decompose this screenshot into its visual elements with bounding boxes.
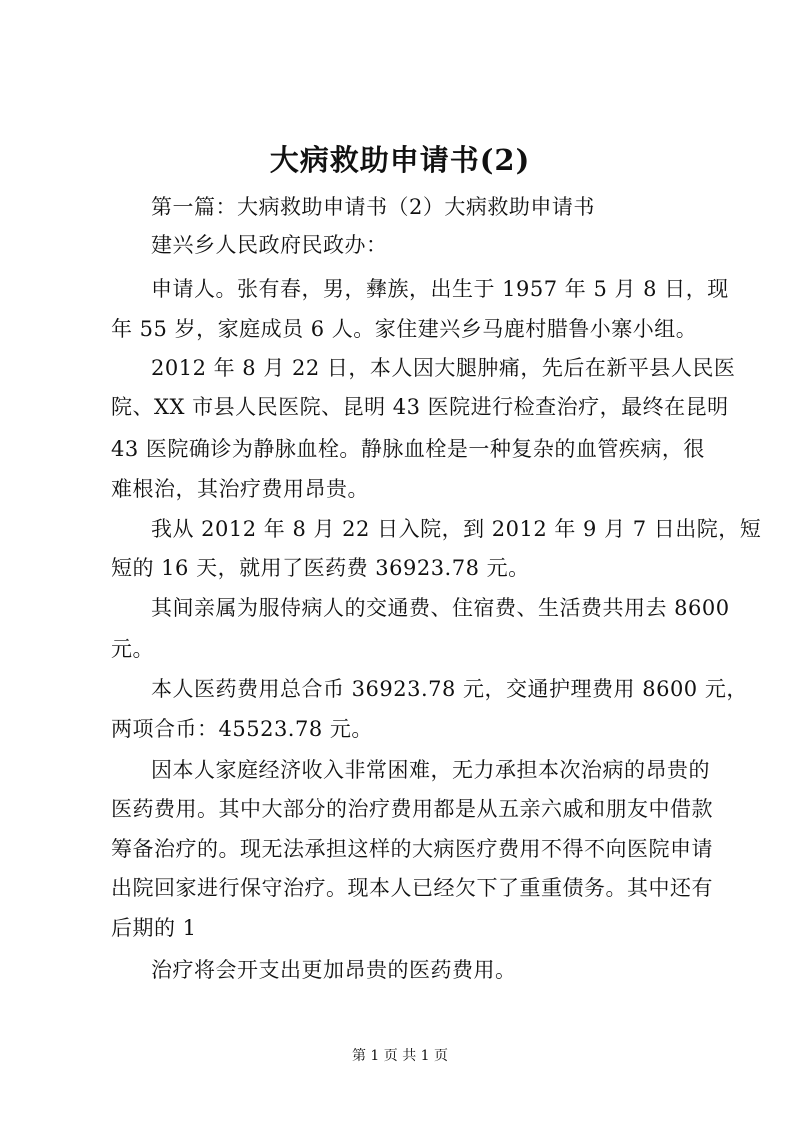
paragraph-line: 筹备治疗的。现无法承担这样的大病医疗费用不得不向医院申请 (111, 837, 713, 861)
paragraph-line: 其间亲属为服侍病人的交通费、住宿费、生活费共用去 8600 (151, 596, 730, 620)
paragraph-line: 医药费用。其中大部分的治疗费用都是从五亲六戚和朋友中借款 (111, 797, 713, 821)
paragraph-line: 院、XX 市县人民医院、昆明 43 医院进行检查治疗，最终在昆明 (111, 395, 729, 419)
paragraph-line: 难根治，其治疗费用昂贵。 (111, 477, 369, 501)
paragraph-line: 出院回家进行保守治疗。现本人已经欠下了重重债务。其中还有 (111, 876, 713, 900)
paragraph-line: 43 医院确诊为静脉血栓。静脉血栓是一种复杂的血管疾病，很 (111, 437, 705, 461)
addressee-line: 建兴乡人民政府民政办： (151, 233, 388, 257)
paragraph-line: 短的 16 天，就用了医药费 36923.78 元。 (111, 556, 530, 580)
page-footer: 第 1 页 共 1 页 (351, 1048, 449, 1064)
document-title: 大病救助申请书(2) (269, 143, 531, 177)
paragraph-line: 治疗将会开支出更加昂贵的医药费用。 (151, 958, 517, 982)
paragraph-line: 申请人。张有春，男，彝族，出生于 1957 年 5 月 8 日，现 (151, 277, 729, 301)
subtitle-line: 第一篇：大病救助申请书（2）大病救助申请书 (151, 195, 595, 219)
paragraph-line: 我从 2012 年 8 月 22 日入院，到 2012 年 9 月 7 日出院，短 (151, 517, 762, 541)
paragraph-line: 两项合币：45523.78 元。 (111, 717, 373, 741)
paragraph-line: 年 55 岁，家庭成员 6 人。家住建兴乡马鹿村腊鲁小寨小组。 (111, 317, 698, 341)
paragraph-line: 后期的 1 (111, 916, 197, 940)
paragraph-line: 本人医药费用总合币 36923.78 元，交通护理费用 8600 元， (151, 677, 748, 701)
paragraph-line: 2012 年 8 月 22 日，本人因大腿肿痛，先后在新平县人民医 (151, 356, 736, 380)
paragraph-line: 因本人家庭经济收入非常困难，无力承担本次治病的昂贵的 (151, 758, 710, 782)
paragraph-line: 元。 (111, 637, 154, 661)
